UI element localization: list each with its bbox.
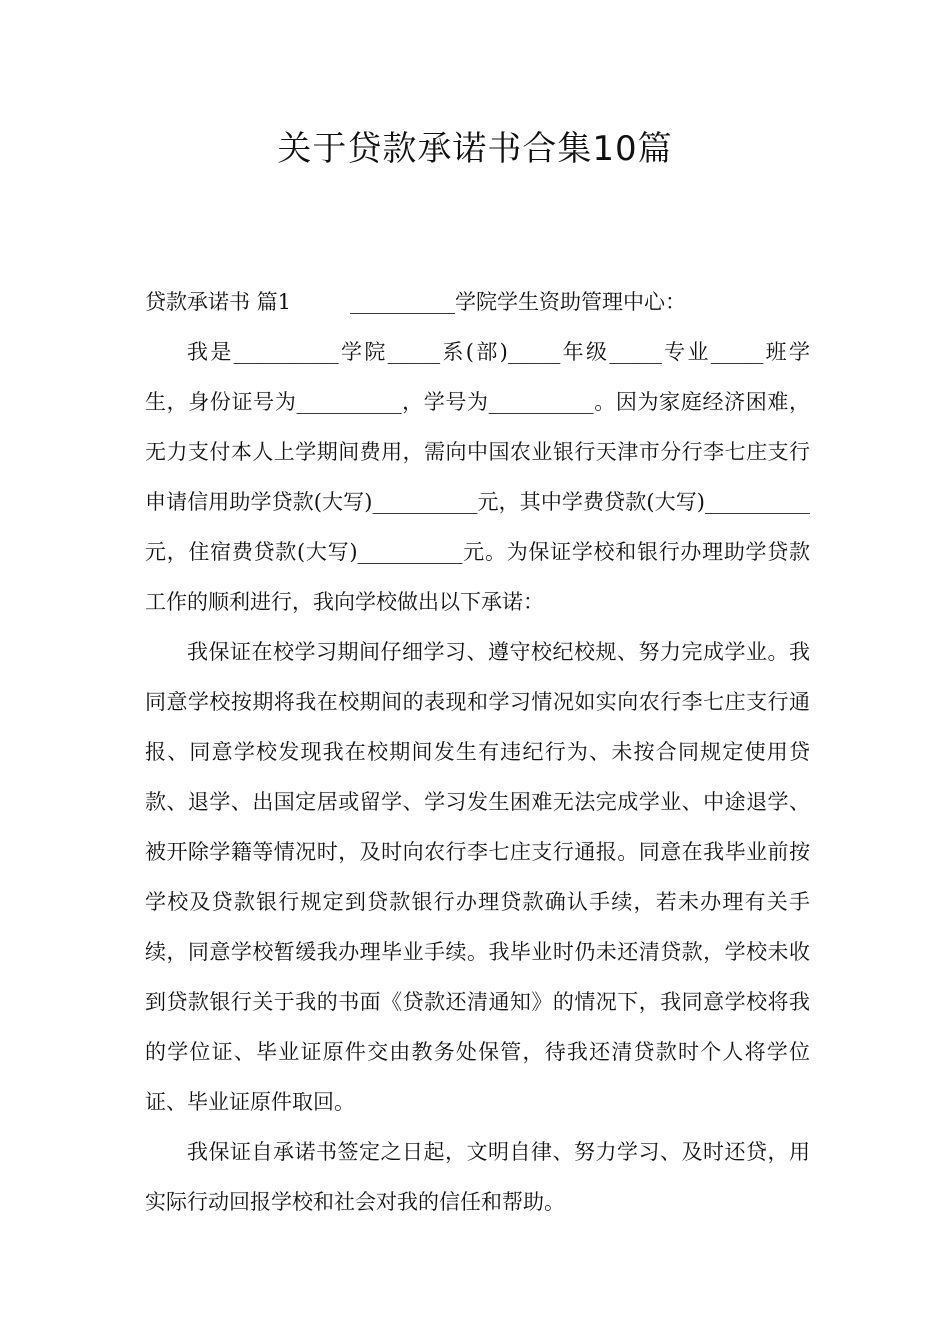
addressee: __________学院学生资助管理中心： <box>350 290 686 314</box>
section-label: 贷款承诺书 篇1 <box>145 290 292 314</box>
document-title: 关于贷款承诺书合集10篇 <box>277 129 673 169</box>
paragraph-3: 我保证自承诺书签定之日起，文明自律、努力学习、及时还贷，用实际行动回报学校和社会对我的信任和帮助。 <box>145 1140 810 1214</box>
intro-line <box>145 277 810 327</box>
paragraph-1: 我是__________学院_____系(部)_____年级_____专业_____班学生，身份证号为__________，学号为__________。因为家庭经济困难，无力支付本人上学期间费用，需向中国农业银行天津市分行李七庄支行申请信用助学贷款(大写)__________元，其中学费贷款(大写)__________元，住宿费贷款(大写)__________元。为保证学校和银行办理助学贷款工作的顺利进行，我向学校做出以下承诺： <box>145 340 810 614</box>
document-body <box>145 277 810 1227</box>
paragraph-2: 我保证在校学习期间仔细学习、遵守校纪校规、努力完成学业。我同意学校按期将我在校期间的表现和学习情况如实向农行李七庄支行通报、同意学校发现我在校期间发生有违纪行为、未按合同规定使用贷款、退学、出国定居或留学、学习发生困难无法完成学业、中途退学、被开除学籍等情况时，及时向农行李七庄支行通报。同意在我毕业前按学校及贷款银行规定到贷款银行办理贷款确认手续，若未办理有关手续，同意学校暂缓我办理毕业手续。我毕业时仍未还清贷款，学校未收到贷款银行关于我的书面《贷款还清通知》的情况下，我同意学校将我的学位证、毕业证原件交由教务处保管，待我还清贷款时个人将学位证、毕业证原件取回。 <box>145 640 810 1114</box>
